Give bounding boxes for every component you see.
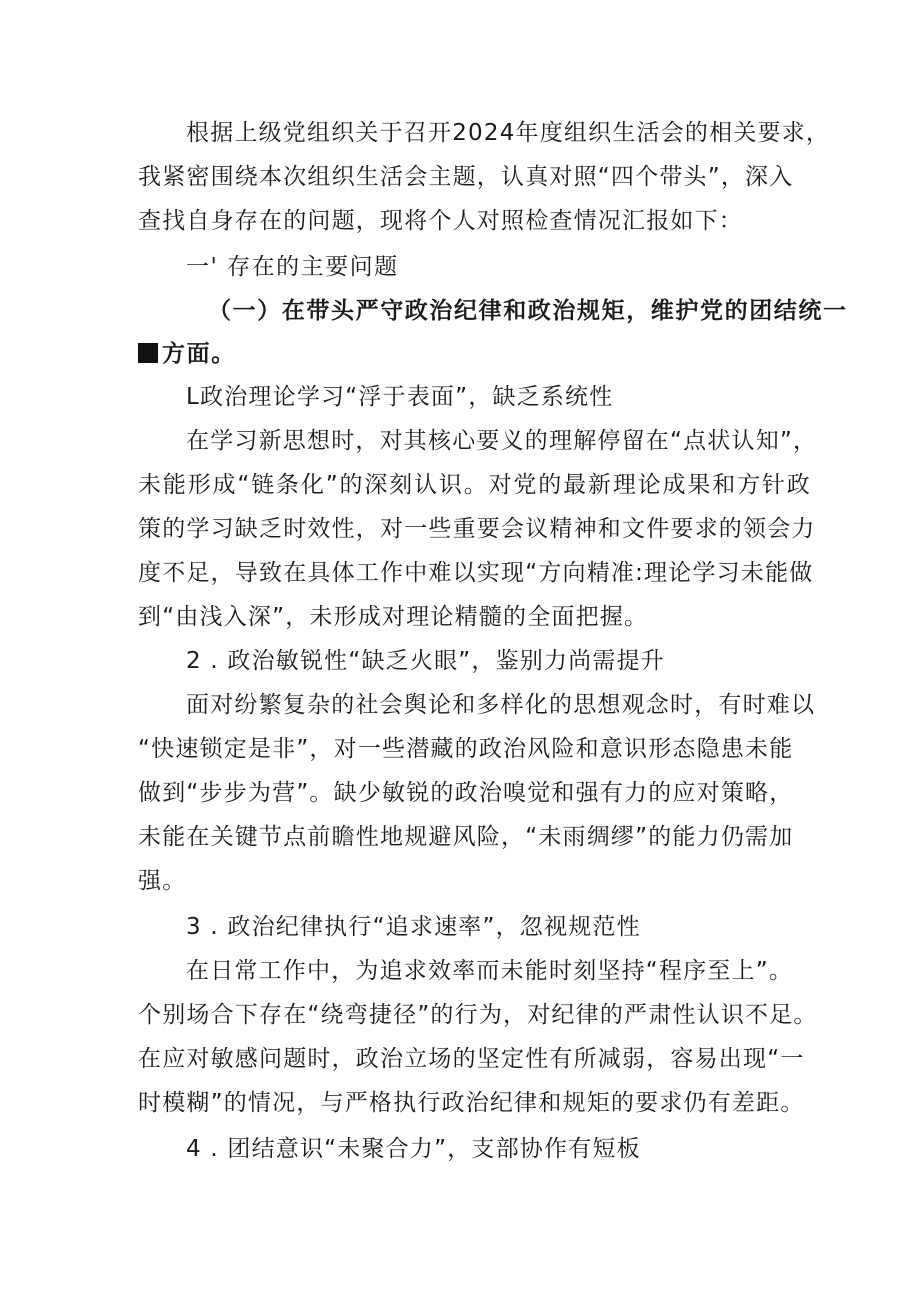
item-4-title: 4 . 团结意识“未聚合力”，支部协作有短板 bbox=[186, 1136, 641, 1162]
item-3-body-line-1: 在日常工作中，为追求效率而未能时刻坚持“程序至上”。 bbox=[186, 958, 794, 984]
subheading-line-2 bbox=[138, 339, 236, 369]
item-2-body-line-5: 强。 bbox=[138, 868, 187, 894]
intro-line-2: 我紧密围绕本次组织生活会主题，认真对照“四个带头”，深入 bbox=[138, 164, 794, 190]
item-1-body-line-1: 在学习新思想时，对其核心要义的理解停留在“点状认知”， bbox=[186, 428, 818, 454]
item-3-body-line-4: 时模糊”的情况，与严格执行政治纪律和规矩的要求仍有差距。 bbox=[138, 1090, 805, 1116]
item-2-body-line-4: 未能在关键节点前瞻性地规避风险，“未雨绸缪”的能力仍需加 bbox=[138, 824, 794, 850]
redaction-block bbox=[138, 343, 158, 363]
item-1-body-line-4: 度不足，导致在具体工作中难以实现“方向精准:理论学习未能做 bbox=[138, 560, 814, 586]
item-1-body-line-2: 未能形成“链条化”的深刻认识。对党的最新理论成果和方针政 bbox=[138, 472, 812, 498]
item-2-body-line-2: “快速锁定是非”，对一些潜藏的政治风险和意识形态隐患未能 bbox=[138, 736, 794, 762]
item-2-title: 2 . 政治敏锐性“缺乏火眼”，鉴别力尚需提升 bbox=[186, 648, 665, 674]
item-2-body-line-3: 做到“步步为营”。缺少敏锐的政治嗅觉和强有力的应对策略， bbox=[138, 780, 794, 806]
intro-line-3: 查找自身存在的问题，现将个人对照检查情况汇报如下： bbox=[138, 208, 743, 234]
item-1-body-line-3: 策的学习缺乏时效性，对一些重要会议精神和文件要求的领会力 bbox=[138, 516, 816, 542]
item-3-body-line-3: 在应对敏感问题时，政治立场的坚定性有所减弱，容易出现“一 bbox=[138, 1046, 805, 1072]
item-2-body-line-1: 面对纷繁复杂的社会舆论和多样化的思想观念时，有时难以 bbox=[186, 692, 816, 718]
subheading-line-2-text: 方面。 bbox=[162, 340, 236, 367]
item-3-title: 3 . 政治纪律执行“追求速率”，忽视规范性 bbox=[186, 914, 641, 940]
item-3-body-line-2: 个别场合下存在“绕弯捷径”的行为，对纪律的严肃性认识不足。 bbox=[138, 1002, 818, 1028]
item-1-body-line-5: 到“由浅入深”，未形成对理论精髓的全面把握。 bbox=[138, 604, 649, 630]
section-heading: 一' 存在的主要问题 bbox=[186, 254, 399, 280]
intro-line-1: 根据上级党组织关于召开2024年度组织生活会的相关要求， bbox=[186, 120, 831, 146]
item-1-title: L政治理论学习“浮于表面”，缺乏系统性 bbox=[186, 384, 614, 410]
subheading-line-1: （一）在带头严守政治纪律和政治规矩，维护党的团结统一 bbox=[208, 297, 848, 324]
